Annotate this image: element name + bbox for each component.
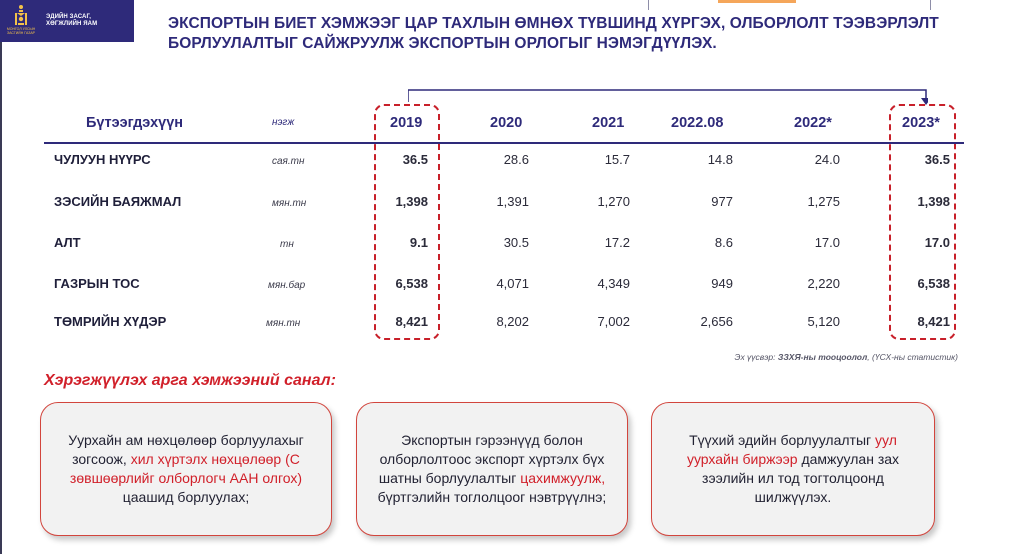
source-prefix: Эх үүсвэр: xyxy=(734,352,778,362)
cell-2019: 1,398 xyxy=(395,194,428,209)
row-product-name: ГАЗРЫН ТОС xyxy=(54,276,140,291)
header-year-2022-est: 2022* xyxy=(794,115,832,131)
cell-2021: 15.7 xyxy=(604,152,630,167)
header-year-2019: 2019 xyxy=(390,115,423,131)
card-text-a: Уурхайн ам нөхцөлөөр борлуулахыг зогсоож, xyxy=(68,432,304,467)
ministry-name-line2: ХӨГЖЛИЙН ЯАМ xyxy=(46,21,98,27)
cell-2022-est: 17.0 xyxy=(814,235,840,250)
card-text-b: цаашид борлуулах; xyxy=(122,489,250,505)
cell-2023-est: 8,421 xyxy=(917,314,950,329)
header-unit: нэгж xyxy=(272,117,295,128)
cell-2021: 1,270 xyxy=(597,194,630,209)
cell-2020: 4,071 xyxy=(496,276,529,291)
ministry-name-line1: ЭДИЙН ЗАСАГ, xyxy=(46,13,92,20)
cell-2022-08: 2,656 xyxy=(700,314,733,329)
header-year-2023-est: 2023* xyxy=(902,115,940,131)
header-year-2022-08: 2022.08 xyxy=(671,115,724,131)
cell-2020: 1,391 xyxy=(496,194,529,209)
cell-2021: 7,002 xyxy=(597,314,630,329)
cell-2023-est: 1,398 xyxy=(917,194,950,209)
row-product-name: ЗЭСИЙН БАЯЖМАЛ xyxy=(54,194,182,209)
cell-2020: 28.6 xyxy=(503,152,529,167)
row-product-name: ТӨМРИЙН ХҮДЭР xyxy=(54,314,167,329)
card-highlight: уул уурхайн биржээр xyxy=(686,432,897,467)
row-unit: мян.тн xyxy=(272,198,307,209)
cell-2022-est: 1,275 xyxy=(807,194,840,209)
card-text xyxy=(668,431,918,507)
cell-2023-est: 6,538 xyxy=(917,276,950,291)
recommendation-card-border-sale xyxy=(40,402,332,536)
header-year-2020: 2020 xyxy=(490,115,523,131)
card-text-a: Түүхий эдийн борлуулалтыг xyxy=(689,432,876,448)
card-highlight: хил хүртэлх нөхцөлөөр (С зөвшөөрлийг олборлогч ААН олгох) xyxy=(69,451,303,486)
ministry-name xyxy=(46,14,97,29)
page-title-line2: БОРЛУУЛАЛТЫГ САЙЖРУУЛЖ ЭКСПОРТЫН ОРЛОГЫГ НЭМЭГДҮҮЛЭХ. xyxy=(168,35,717,52)
card-text xyxy=(57,431,315,507)
table-row xyxy=(44,276,964,316)
recommendations-title: Хэрэгжүүлэх арга хэмжээний санал: xyxy=(44,372,336,389)
recommendation-card-exchange xyxy=(651,402,935,536)
table-row xyxy=(44,194,964,234)
cell-2023-est: 17.0 xyxy=(924,235,950,250)
top-tick-right xyxy=(930,0,931,10)
table-row xyxy=(44,314,964,354)
cell-2020: 8,202 xyxy=(496,314,529,329)
cell-2019: 9.1 xyxy=(409,235,428,250)
source-bold: ЗЗХЯ-ны тооцоолол xyxy=(777,352,868,362)
row-product-name: ЧУЛУУН НҮҮРС xyxy=(54,152,151,167)
row-unit: сая.тн xyxy=(272,156,305,167)
card-text xyxy=(373,431,611,507)
header-product: Бүтээгдэхүүн xyxy=(86,115,184,131)
top-accent-bar xyxy=(718,0,796,3)
card-highlight: цахимжуулж, xyxy=(520,470,606,486)
source-suffix: , (ҮСХ-ны статистик) xyxy=(867,352,958,362)
row-unit: мян.тн xyxy=(266,318,301,329)
cell-2022-est: 2,220 xyxy=(807,276,840,291)
cell-2020: 30.5 xyxy=(503,235,529,250)
recommendation-card-digitalization xyxy=(356,402,628,536)
row-product-name: АЛТ xyxy=(54,235,81,250)
ministry-logo xyxy=(0,0,134,42)
export-volume-table xyxy=(44,100,964,348)
row-unit: мян.бар xyxy=(268,280,306,291)
cell-2022-est: 24.0 xyxy=(814,152,840,167)
header-underline xyxy=(44,142,964,144)
cell-2022-est: 5,120 xyxy=(807,314,840,329)
logo-small-caption: МОНГОЛ УЛСЫН ЗАСГИЙН ГАЗАР xyxy=(6,27,36,35)
cell-2021: 4,349 xyxy=(597,276,630,291)
top-tick-left xyxy=(648,0,649,10)
card-text-b: дамжуулан зах зээлийн ил тод тогтолцоонд шилжүүлэх. xyxy=(702,451,900,505)
cell-2022-08: 8.6 xyxy=(714,235,733,250)
row-unit: тн xyxy=(280,239,294,250)
cell-2022-08: 977 xyxy=(711,194,733,209)
soyombo-emblem-icon xyxy=(6,4,36,38)
table-header xyxy=(44,100,964,142)
table-row xyxy=(44,235,964,275)
source-note xyxy=(680,352,958,362)
header-year-2021: 2021 xyxy=(592,115,625,131)
cell-2019: 8,421 xyxy=(395,314,428,329)
card-text-b: бүртгэлийн тоглолцоог нэвтрүүлнэ; xyxy=(377,489,607,505)
cell-2019: 36.5 xyxy=(402,152,428,167)
cell-2019: 6,538 xyxy=(395,276,428,291)
card-text-a: Экспортын гэрээнүүд болон олборлолтоос экспорт хүртэлх бүх шатны борлуулалтыг xyxy=(378,432,605,486)
cell-2023-est: 36.5 xyxy=(924,152,950,167)
page-title-line1: ЭКСПОРТЫН БИЕТ ХЭМЖЭЭГ ЦАР ТАХЛЫН ӨМНӨХ ТҮВШИНД ХҮРГЭХ, ОЛБОРЛОЛТ ТЭЭВЭРЛЭЛТ xyxy=(168,15,939,32)
cell-2022-08: 949 xyxy=(711,276,733,291)
cell-2021: 17.2 xyxy=(604,235,630,250)
table-row xyxy=(44,152,964,192)
cell-2022-08: 14.8 xyxy=(707,152,733,167)
left-border-divider xyxy=(0,42,2,554)
page-title xyxy=(168,14,988,54)
